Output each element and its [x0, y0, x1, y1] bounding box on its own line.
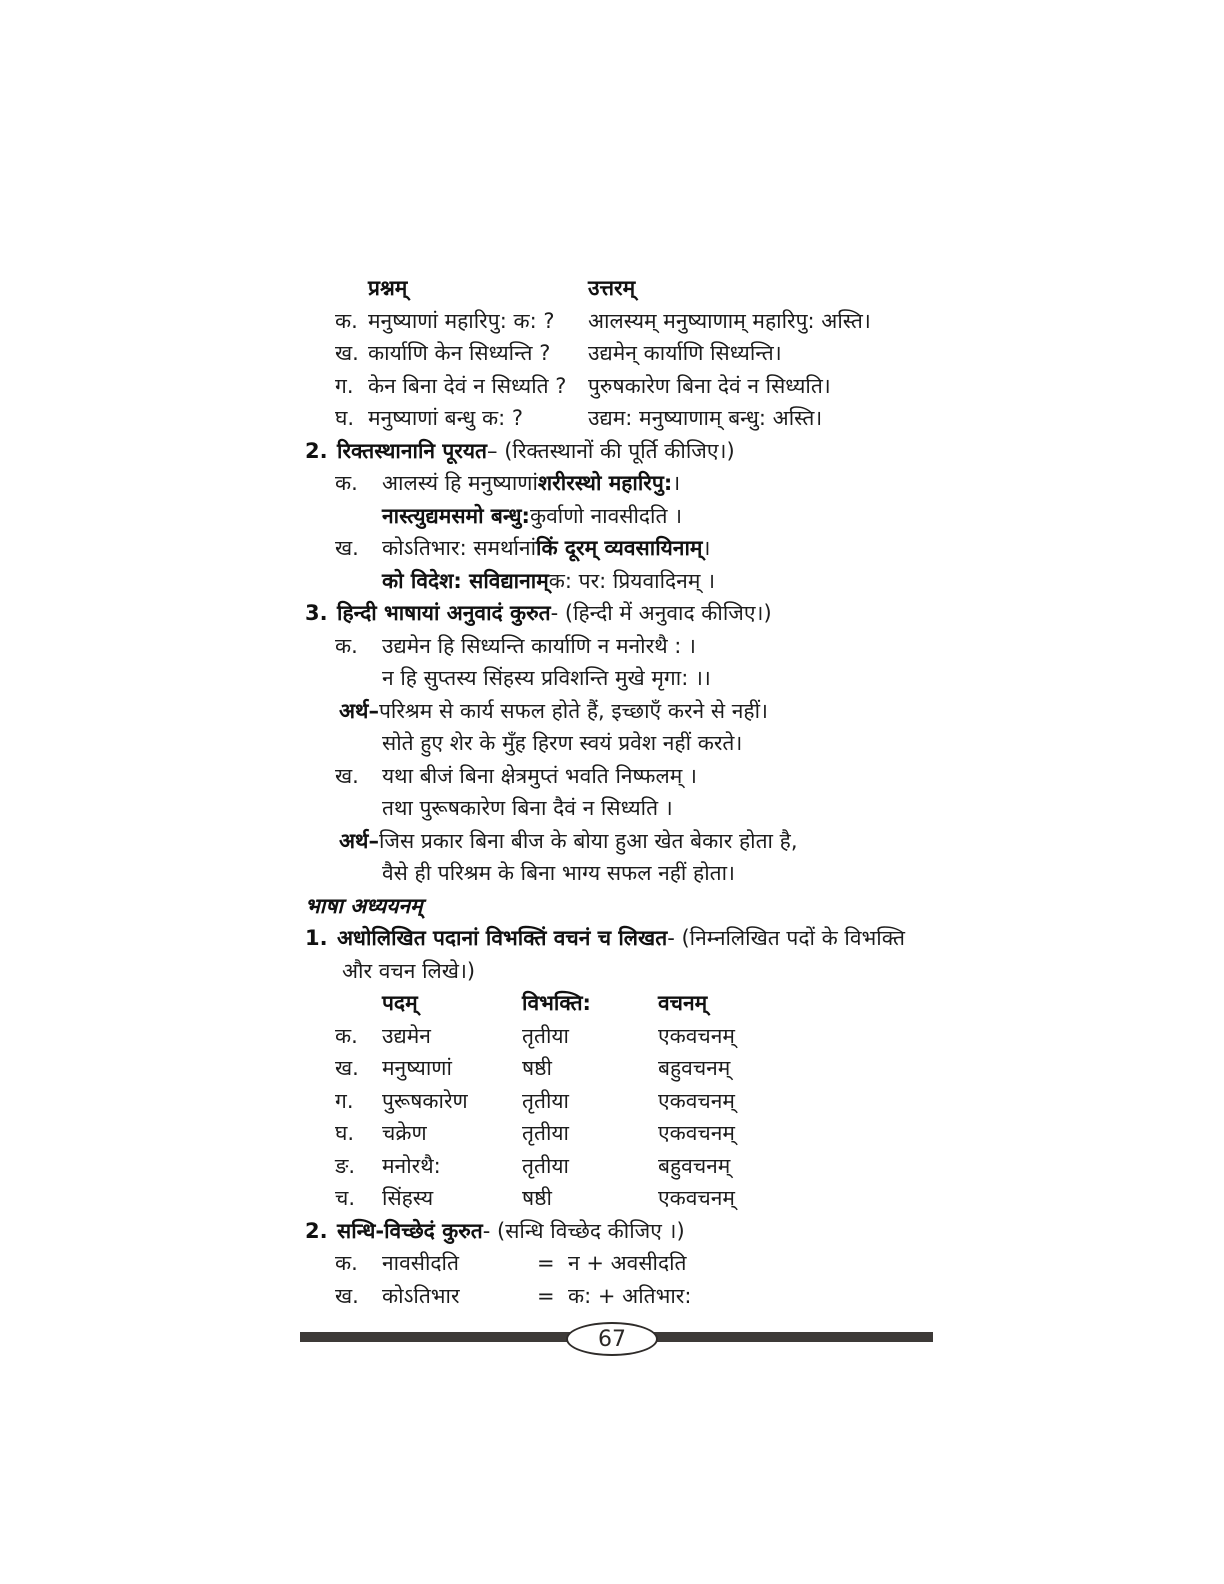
fill-blanks-item-line2: [300, 565, 960, 598]
fill-blanks-item-line2: [300, 500, 960, 533]
qa-row: [300, 337, 960, 370]
verse-text: आलस्यं हि मनुष्याणां: [382, 471, 538, 495]
fill-blanks-item: [300, 532, 960, 565]
sandhi-row: [300, 1280, 960, 1313]
vibhakti-cell: तृतीया: [522, 1153, 569, 1178]
vibhakti-row: [300, 1150, 960, 1183]
translate-heading: [300, 597, 960, 630]
vibhakti-cell: तृतीया: [522, 1088, 569, 1113]
vibhakti-row: [300, 1117, 960, 1150]
blank-answer: नास्त्युद्यमसमो बन्धु:: [382, 503, 530, 528]
heading-hindi: - (सन्धि विच्छेद कीजिए ।): [482, 1218, 685, 1243]
vachan-cell: बहुवचनम्: [658, 1056, 731, 1080]
page-content: [300, 272, 960, 1312]
row-label: ख.: [335, 341, 359, 365]
meaning-label: अर्थ–: [339, 698, 379, 723]
heading-hindi: – (रिक्तस्थानों की पूर्ति कीजिए।): [487, 438, 735, 463]
sandhi-split: क: + अतिभार:: [568, 1283, 692, 1308]
vachan-cell: एकवचनम्: [658, 1186, 735, 1210]
sandhi-word: कोऽतिभार: [382, 1283, 460, 1308]
vachan-cell: एकवचनम्: [658, 1023, 735, 1048]
blank-answer: को विदेश: सविद्यानाम्: [382, 568, 549, 593]
row-label: ख.: [335, 1056, 359, 1080]
item-number: 3.: [305, 601, 328, 625]
item-number: 2.: [305, 438, 328, 463]
qa-header-row: [300, 272, 960, 305]
blank-answer: शरीरस्थो महारिपु:: [537, 471, 673, 495]
heading-sanskrit: रिक्तस्थानानि पूरयत: [337, 438, 488, 463]
row-label: ख.: [335, 1283, 359, 1308]
page-number-badge: [566, 1322, 658, 1356]
qa-question-column-header: प्रश्नम्: [368, 276, 408, 300]
answer-text: आलस्यम् मनुष्याणाम् महारिपु: अस्ति।: [588, 308, 871, 333]
equals-sign: =: [537, 1251, 555, 1275]
sandhi-word: नावसीदति: [382, 1251, 459, 1275]
row-label: क.: [335, 1023, 358, 1048]
row-label: क.: [335, 1251, 358, 1275]
equals-sign: =: [537, 1283, 555, 1308]
heading-sanskrit: अधोलिखित पदानां विभक्तिं वचनं च लिखत: [337, 926, 668, 950]
meaning-text: परिश्रम से कार्य सफल होते हैं, इच्छाएँ करने से नहीं।: [378, 698, 768, 723]
vibhakti-row: [300, 1052, 960, 1085]
vachan-cell: एकवचनम्: [658, 1088, 735, 1113]
heading-hindi: - (हिन्दी में अनुवाद कीजिए।): [550, 601, 772, 625]
question-text: मनुष्याणां महारिपु: क: ?: [368, 308, 555, 333]
verse-text: कुर्वाणो नावसीदति ।: [529, 503, 683, 528]
vachan-cell: बहुवचनम्: [658, 1153, 731, 1178]
row-label: क.: [335, 308, 358, 333]
danda: ।: [672, 471, 681, 495]
translate-item: [300, 760, 960, 793]
column-header-vachan: वचनम्: [658, 991, 708, 1015]
shloka-line: यथा बीजं बिना क्षेत्रमुप्तं भवति निष्फलम् ।: [382, 763, 697, 788]
sandhi-heading: [300, 1215, 960, 1248]
meaning-text: सोते हुए शेर के मुँह हिरण स्वयं प्रवेश नहीं करते।: [382, 731, 743, 755]
pad-cell: चक्रेण: [382, 1121, 427, 1145]
heading-hindi-cont: और वचन लिखे।): [342, 958, 476, 983]
shloka-line: तथा पुरूषकारेण बिना दैवं न सिध्यति ।: [382, 796, 673, 820]
translate-item-line2: [300, 792, 960, 825]
row-label: च.: [335, 1186, 356, 1210]
pad-cell: मनुष्याणां: [382, 1056, 452, 1080]
vachan-cell: एकवचनम्: [658, 1121, 735, 1145]
verse-text: क: पर: प्रियवादिनम् ।: [548, 568, 716, 593]
answer-text: पुरुषकारेण बिना देवं न सिध्यति।: [588, 373, 831, 398]
item-number: 2.: [305, 1218, 328, 1243]
section-title: भाषा अध्ययनम्: [305, 893, 423, 918]
row-label: ख.: [335, 763, 359, 788]
row-label: ग.: [335, 373, 354, 398]
translate-item-line2: [300, 662, 960, 695]
meaning-text: वैसे ही परिश्रम के बिना भाग्य सफल नहीं होता।: [382, 861, 736, 885]
vibhakti-heading: [300, 922, 960, 955]
heading-hindi: - (निम्नलिखित पदों के विभक्ति: [667, 926, 905, 950]
pad-cell: उद्यमेन: [382, 1023, 431, 1048]
row-label: घ.: [335, 1121, 355, 1145]
answer-text: उद्यम: मनुष्याणाम् बन्धु: अस्ति।: [588, 406, 823, 430]
question-text: केन बिना देवं न सिध्यति ?: [368, 373, 567, 398]
meaning-line: [300, 695, 960, 728]
meaning-line2: [300, 857, 960, 890]
row-label: ख.: [335, 536, 359, 560]
vibhakti-row: [300, 1085, 960, 1118]
answer-text: उद्यमेन् कार्याणि सिध्यन्ति।: [588, 341, 782, 365]
fill-blanks-heading: [300, 435, 960, 468]
qa-row: [300, 305, 960, 338]
meaning-label: अर्थ–: [339, 828, 379, 853]
question-text: मनुष्याणां बन्धु क: ?: [368, 406, 524, 430]
column-header-pad: पदम्: [382, 991, 418, 1015]
qa-answer-column-header: उत्तरम्: [588, 276, 636, 300]
row-label: घ.: [335, 406, 355, 430]
qa-row: [300, 402, 960, 435]
pad-cell: मनोरथै:: [382, 1153, 441, 1178]
row-label: ङ.: [335, 1153, 356, 1178]
pad-cell: सिंहस्य: [382, 1186, 434, 1210]
meaning-line2: [300, 727, 960, 760]
vibhakti-table-header: [300, 987, 960, 1020]
row-label: क.: [335, 633, 358, 658]
heading-sanskrit: सन्धि-विच्छेदं कुरुत: [337, 1218, 483, 1243]
question-text: कार्याणि केन सिध्यन्ति ?: [368, 341, 551, 365]
fill-blanks-item: [300, 467, 960, 500]
vibhakti-cell: षष्ठी: [522, 1186, 552, 1210]
meaning-text: जिस प्रकार बिना बीज के बोया हुआ खेत बेकार होता है,: [378, 828, 798, 853]
shloka-line: उद्यमेन हि सिध्यन्ति कार्याणि न मनोरथै : ।: [382, 633, 697, 658]
sandhi-split: न + अवसीदति: [568, 1251, 687, 1275]
row-label: क.: [335, 471, 358, 495]
meaning-line: [300, 825, 960, 858]
heading-sanskrit: हिन्दी भाषायां अनुवादं कुरुत: [337, 601, 551, 625]
qa-row: [300, 370, 960, 403]
language-study-heading: [300, 890, 960, 923]
shloka-line: न हि सुप्तस्य सिंहस्य प्रविशन्ति मुखे मृगा: ।।: [382, 666, 711, 690]
sandhi-row: [300, 1247, 960, 1280]
verse-text: कोऽतिभार: समर्थानां: [382, 536, 537, 560]
blank-answer: किं दूरम् व्यवसायिनाम्: [536, 536, 703, 560]
item-number: 1.: [305, 926, 328, 950]
row-label: ग.: [335, 1088, 354, 1113]
page-number: 67: [598, 1326, 626, 1352]
vibhakti-cell: षष्ठी: [522, 1056, 552, 1080]
vibhakti-row: [300, 1020, 960, 1053]
vibhakti-heading-line2: [300, 955, 960, 988]
column-header-vibhakti: विभक्ति:: [522, 991, 591, 1015]
vibhakti-row: [300, 1182, 960, 1215]
vibhakti-cell: तृतीया: [522, 1023, 569, 1048]
vibhakti-cell: तृतीया: [522, 1121, 569, 1145]
pad-cell: पुरूषकारेण: [382, 1088, 468, 1113]
danda: ।: [702, 536, 711, 560]
translate-item: [300, 630, 960, 663]
